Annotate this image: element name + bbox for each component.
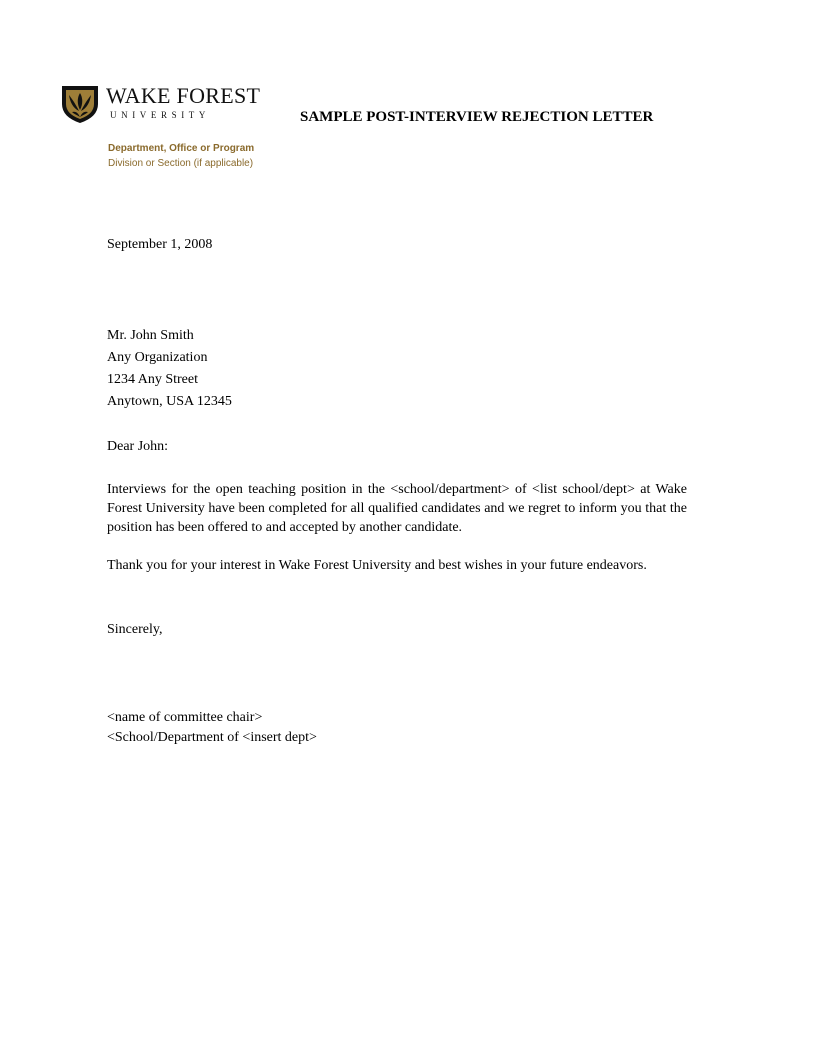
salutation: Dear John: bbox=[107, 439, 169, 454]
body-paragraph: Thank you for your interest in Wake Forest University and best wishes in your future endeavors. bbox=[107, 558, 647, 573]
signature-name: <name of committee chair> bbox=[107, 710, 263, 725]
address-line: Any Organization bbox=[107, 350, 208, 365]
wake-forest-logo bbox=[61, 84, 261, 126]
document-title: SAMPLE POST-INTERVIEW REJECTION LETTER bbox=[300, 109, 654, 125]
division-line: Division or Section (if applicable) bbox=[108, 158, 254, 169]
address-line: Mr. John Smith bbox=[107, 328, 194, 343]
address-line: 1234 Any Street bbox=[107, 372, 198, 387]
letter-date: September 1, 2008 bbox=[107, 237, 213, 252]
department-line: Department, Office or Program bbox=[108, 143, 255, 154]
signature-department: <School/Department of <insert dept> bbox=[107, 730, 317, 745]
shield-icon bbox=[61, 84, 99, 124]
address-line: Anytown, USA 12345 bbox=[107, 394, 232, 409]
logo-wordmark: WAKE FOREST bbox=[106, 83, 261, 108]
body-paragraph: Interviews for the open teaching position in the <school/department> of <list school/dept> at Wake Forest University have been completed for all qualified candidates and we regret to inform you that the position has been offered to and accepted by another candidate. bbox=[107, 482, 687, 535]
closing: Sincerely, bbox=[107, 622, 163, 637]
logo-subtitle: UNIVERSITY bbox=[110, 110, 210, 120]
